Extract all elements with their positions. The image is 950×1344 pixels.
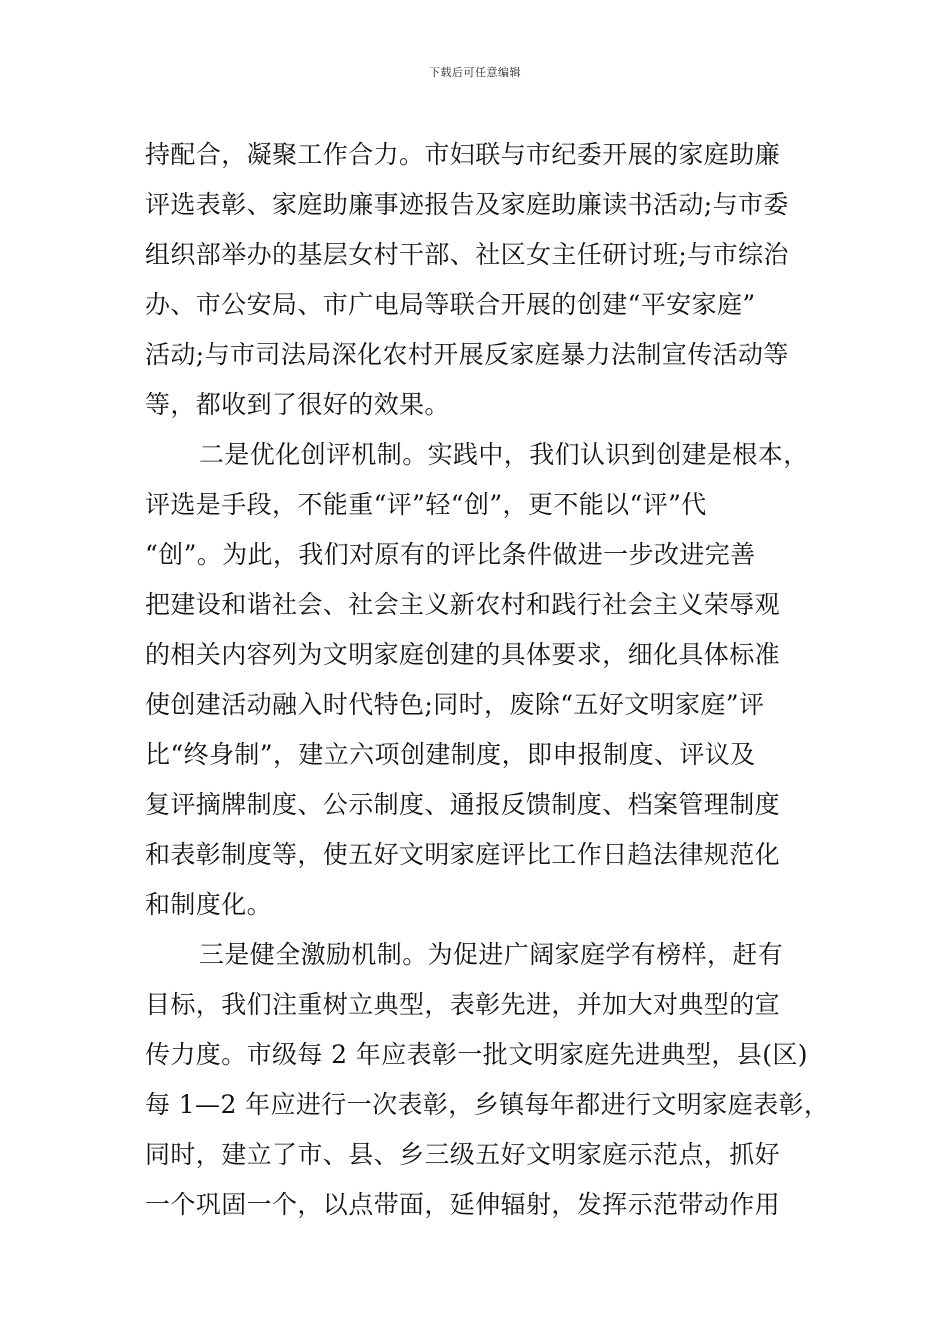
page-header-note: 下载后可任意编辑 (429, 66, 521, 79)
text-line: 一个巩固一个，以点带面，延伸辐射，发挥示范带动作用 (145, 1190, 781, 1219)
text-line: 复评摘牌制度、公示制度、通报反馈制度、档案管理制度 (145, 790, 781, 819)
text-line: 和制度化。 (145, 890, 273, 919)
text-line: 把建设和谐社会、社会主义新农村和践行社会主义荣辱观 (145, 590, 781, 619)
text-line: 同时，建立了市、县、乡三级五好文明家庭示范点，抓好 (145, 1140, 781, 1169)
document-body (145, 130, 830, 1230)
text-line: 每 1—2 年应进行一次表彰，乡镇每年都进行文明家庭表彰， (145, 1090, 830, 1119)
text-line: 三是健全激励机制。为促进广阔家庭学有榜样，赶有 (199, 940, 784, 969)
text-line: 等，都收到了很好的效果。 (145, 390, 450, 419)
paragraph-1 (145, 130, 817, 430)
text-line: 活动;与市司法局深化农村开展反家庭暴力法制宣传活动等 (145, 340, 789, 369)
text-line: “创”。为此，我们对原有的评比条件做进一步改进完善 (145, 540, 756, 569)
text-line: 目标，我们注重树立典型，表彰先进，并加大对典型的宣 (145, 990, 781, 1019)
text-line: 持配合，凝聚工作合力。市妇联与市纪委开展的家庭助廉 (145, 140, 781, 169)
text-line: 和表彰制度等，使五好文明家庭评比工作日趋法律规范化 (145, 840, 781, 869)
text-line: 的相关内容列为文明家庭创建的具体要求，细化具体标准 (145, 640, 781, 669)
text-line: 传力度。市级每 2 年应表彰一批文明家庭先进典型，县(区) (145, 1040, 808, 1069)
paragraph-3 (145, 930, 830, 1230)
text-line: 办、市公安局、市广电局等联合开展的创建“平安家庭” (145, 290, 756, 319)
text-line: 二是优化创评机制。实践中，我们认识到创建是根本， (199, 440, 809, 469)
text-line: 使创建活动融入时代特色;同时，废除“五好文明家庭”评 (145, 690, 765, 719)
text-line: 评选表彰、家庭助廉事迹报告及家庭助廉读书活动;与市委 (145, 190, 789, 219)
text-line: 评选是手段，不能重“评”轻“创”，更不能以“评”代 (145, 490, 707, 519)
text-line: 组织部举办的基层女村干部、社区女主任研讨班;与市综治 (145, 240, 789, 269)
text-line: 比“终身制”，建立六项创建制度，即申报制度、评议及 (145, 740, 756, 769)
paragraph-2 (145, 430, 817, 930)
